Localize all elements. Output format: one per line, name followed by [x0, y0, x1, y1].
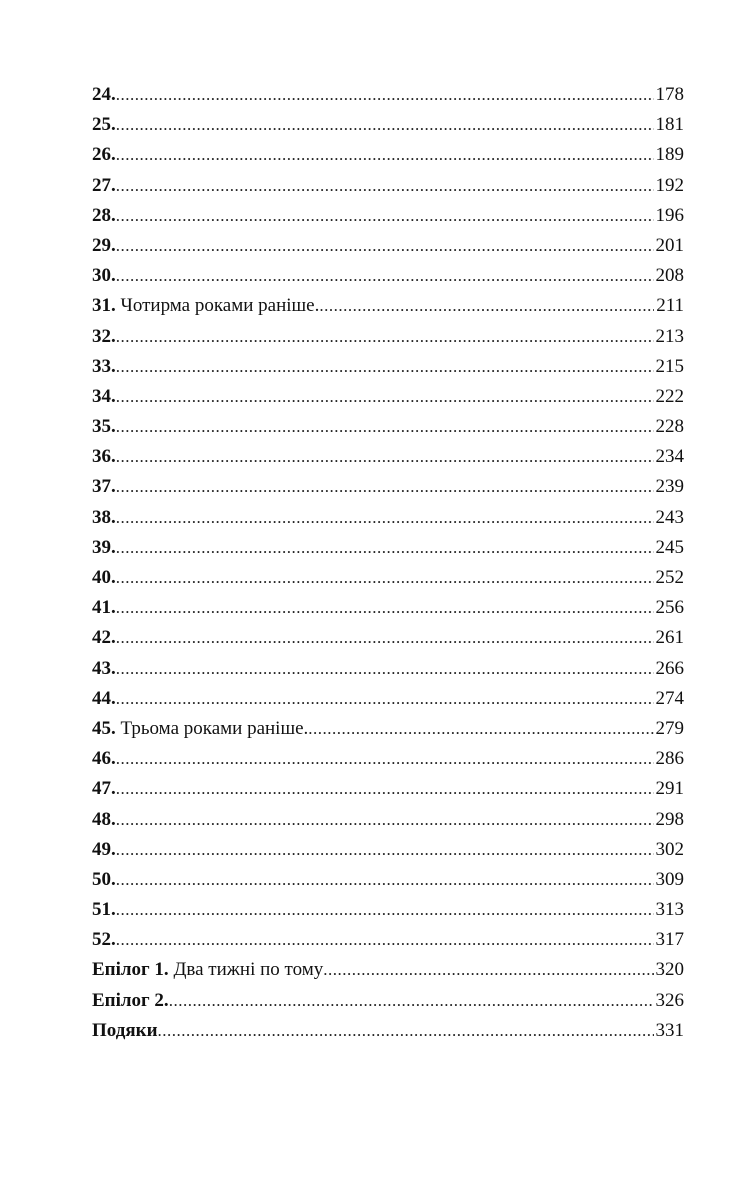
chapter-number: Епілог 1.	[92, 959, 169, 981]
chapter-number: Подяки	[92, 1019, 158, 1041]
dot-leader	[116, 201, 654, 231]
toc-entry-label	[92, 322, 116, 352]
toc-entry-label	[92, 110, 116, 140]
toc-entry	[92, 80, 684, 110]
chapter-number: 30.	[92, 265, 116, 287]
toc-entry	[92, 774, 684, 804]
toc-entry	[92, 171, 684, 201]
toc-entry	[92, 925, 684, 955]
page-number: 279	[655, 717, 684, 739]
toc-entry	[92, 201, 684, 231]
toc-entry-label	[92, 805, 116, 835]
page-number: 320	[655, 959, 684, 981]
toc-entry-label	[92, 442, 116, 472]
toc-entry-label	[92, 1016, 158, 1046]
dot-leader	[116, 412, 654, 442]
toc-entry-label	[92, 503, 116, 533]
toc-entry	[92, 231, 684, 261]
chapter-number: 35.	[92, 416, 116, 438]
page-number: 298	[655, 808, 684, 830]
toc-entry	[92, 684, 684, 714]
toc-entry-label	[92, 925, 116, 955]
toc-entry	[92, 472, 684, 502]
dot-leader	[158, 1016, 654, 1046]
chapter-number: 43.	[92, 657, 116, 679]
chapter-number: 41.	[92, 597, 116, 619]
chapter-number: 25.	[92, 114, 116, 136]
toc-entry-label	[92, 744, 116, 774]
dot-leader	[116, 654, 654, 684]
dot-leader	[116, 110, 654, 140]
dot-leader	[116, 171, 654, 201]
toc-entry-label	[92, 291, 319, 321]
toc-entry-label	[92, 714, 308, 744]
page-number: 331	[655, 1019, 684, 1041]
dot-leader	[116, 231, 654, 261]
dot-leader	[169, 986, 654, 1016]
toc-entry	[92, 533, 684, 563]
toc-entry	[92, 623, 684, 653]
toc-entry	[92, 291, 684, 321]
chapter-number: 46.	[92, 748, 116, 770]
table-of-contents	[92, 80, 684, 1046]
chapter-number: 51.	[92, 899, 116, 921]
chapter-number: 40.	[92, 567, 116, 588]
page-number: 309	[655, 868, 684, 890]
page-number: 286	[655, 748, 684, 770]
page-number: 326	[655, 989, 684, 1011]
chapter-number: 52.	[92, 929, 116, 951]
chapter-number: 42.	[92, 627, 116, 649]
toc-entry	[92, 261, 684, 291]
toc-entry-label	[92, 231, 116, 261]
page-number: 243	[655, 506, 684, 528]
toc-entry-label	[92, 593, 116, 623]
toc-entry	[92, 503, 684, 533]
toc-entry	[92, 442, 684, 472]
dot-leader	[323, 955, 654, 985]
page-number: 266	[655, 657, 684, 679]
toc-entry-label	[92, 80, 116, 110]
dot-leader	[116, 322, 654, 352]
toc-entry-label	[92, 955, 323, 985]
dot-leader	[116, 503, 654, 533]
page-number: 256	[655, 597, 684, 619]
dot-leader	[116, 80, 654, 110]
chapter-number: 26.	[92, 144, 116, 166]
chapter-number: 37.	[92, 476, 116, 498]
page-number: 228	[655, 416, 684, 438]
dot-leader	[116, 684, 654, 714]
dot-leader	[116, 563, 654, 593]
toc-entry-label	[92, 865, 116, 895]
toc-entry	[92, 654, 684, 684]
toc-entry	[92, 352, 684, 382]
chapter-title: Чотирма роками раніше.	[120, 295, 320, 317]
chapter-number: 48.	[92, 808, 116, 830]
dot-leader	[116, 593, 654, 623]
toc-entry-label	[92, 171, 116, 201]
chapter-number: 34.	[92, 385, 116, 407]
page-number: 291	[655, 778, 684, 800]
chapter-number: 45.	[92, 717, 116, 739]
chapter-number: 50.	[92, 868, 116, 890]
dot-leader	[116, 744, 654, 774]
chapter-number: Епілог 2.	[92, 989, 169, 1011]
chapter-number: 44.	[92, 687, 116, 709]
dot-leader	[116, 865, 654, 895]
dot-leader	[116, 533, 654, 563]
toc-entry	[92, 563, 684, 593]
dot-leader	[116, 472, 654, 502]
toc-entry-label	[92, 654, 116, 684]
chapter-number: 32.	[92, 325, 116, 347]
toc-entry	[92, 805, 684, 835]
chapter-number: 49.	[92, 838, 116, 860]
toc-entry	[92, 835, 684, 865]
toc-entry-label	[92, 140, 116, 170]
chapter-title: Трьома роками раніше.	[120, 717, 309, 739]
page-number: 201	[655, 234, 684, 256]
dot-leader	[116, 442, 654, 472]
dot-leader	[319, 291, 654, 321]
toc-entry-label	[92, 986, 169, 1016]
page-number: 181	[655, 114, 684, 136]
dot-leader	[116, 925, 654, 955]
chapter-number: 27.	[92, 174, 116, 196]
toc-entry-label	[92, 684, 116, 714]
dot-leader	[116, 140, 654, 170]
page-number: 317	[655, 929, 684, 951]
page-number: 261	[655, 627, 684, 649]
page-number: 239	[655, 476, 684, 498]
chapter-title: Два тижні по тому	[173, 959, 324, 981]
dot-leader	[116, 382, 654, 412]
dot-leader	[308, 714, 654, 744]
chapter-number: 33.	[92, 355, 116, 377]
page-number: 252	[655, 567, 684, 588]
page-number: 245	[655, 536, 684, 558]
chapter-number: 28.	[92, 204, 116, 226]
chapter-number: 47.	[92, 778, 116, 800]
page-number: 234	[655, 446, 684, 468]
toc-entry	[92, 140, 684, 170]
page-number: 213	[655, 325, 684, 347]
page-number: 211	[656, 295, 684, 317]
toc-entry	[92, 110, 684, 140]
page-number: 178	[655, 84, 684, 105]
dot-leader	[116, 774, 654, 804]
toc-entry-label	[92, 533, 116, 563]
dot-leader	[116, 352, 654, 382]
toc-entry	[92, 382, 684, 412]
toc-entry	[92, 412, 684, 442]
toc-entry-label	[92, 472, 116, 502]
toc-entry-label	[92, 382, 116, 412]
dot-leader	[116, 805, 654, 835]
page-number: 222	[655, 385, 684, 407]
dot-leader	[116, 261, 654, 291]
toc-entry	[92, 895, 684, 925]
page-number: 215	[655, 355, 684, 377]
toc-entry-label	[92, 352, 116, 382]
page-number: 274	[655, 687, 684, 709]
page-number: 189	[655, 144, 684, 166]
toc-entry-label	[92, 201, 116, 231]
toc-entry	[92, 714, 684, 744]
toc-entry-label	[92, 261, 116, 291]
toc-entry	[92, 986, 684, 1016]
chapter-number: 31.	[92, 295, 116, 317]
chapter-number: 24.	[92, 84, 116, 105]
toc-entry	[92, 593, 684, 623]
toc-entry	[92, 744, 684, 774]
page-number: 192	[655, 174, 684, 196]
toc-entry-label	[92, 895, 116, 925]
chapter-number: 36.	[92, 446, 116, 468]
toc-entry-label	[92, 774, 116, 804]
toc-entry-label	[92, 563, 116, 593]
toc-entry	[92, 955, 684, 985]
chapter-number: 29.	[92, 234, 116, 256]
toc-entry	[92, 865, 684, 895]
dot-leader	[116, 895, 654, 925]
page-number: 302	[655, 838, 684, 860]
page-number: 208	[655, 265, 684, 287]
page-number: 313	[655, 899, 684, 921]
dot-leader	[116, 623, 654, 653]
toc-entry-label	[92, 835, 116, 865]
toc-entry	[92, 1016, 684, 1046]
toc-entry-label	[92, 623, 116, 653]
page-number: 196	[655, 204, 684, 226]
dot-leader	[116, 835, 654, 865]
chapter-number: 38.	[92, 506, 116, 528]
chapter-number: 39.	[92, 536, 116, 558]
toc-entry-label	[92, 412, 116, 442]
toc-entry	[92, 322, 684, 352]
